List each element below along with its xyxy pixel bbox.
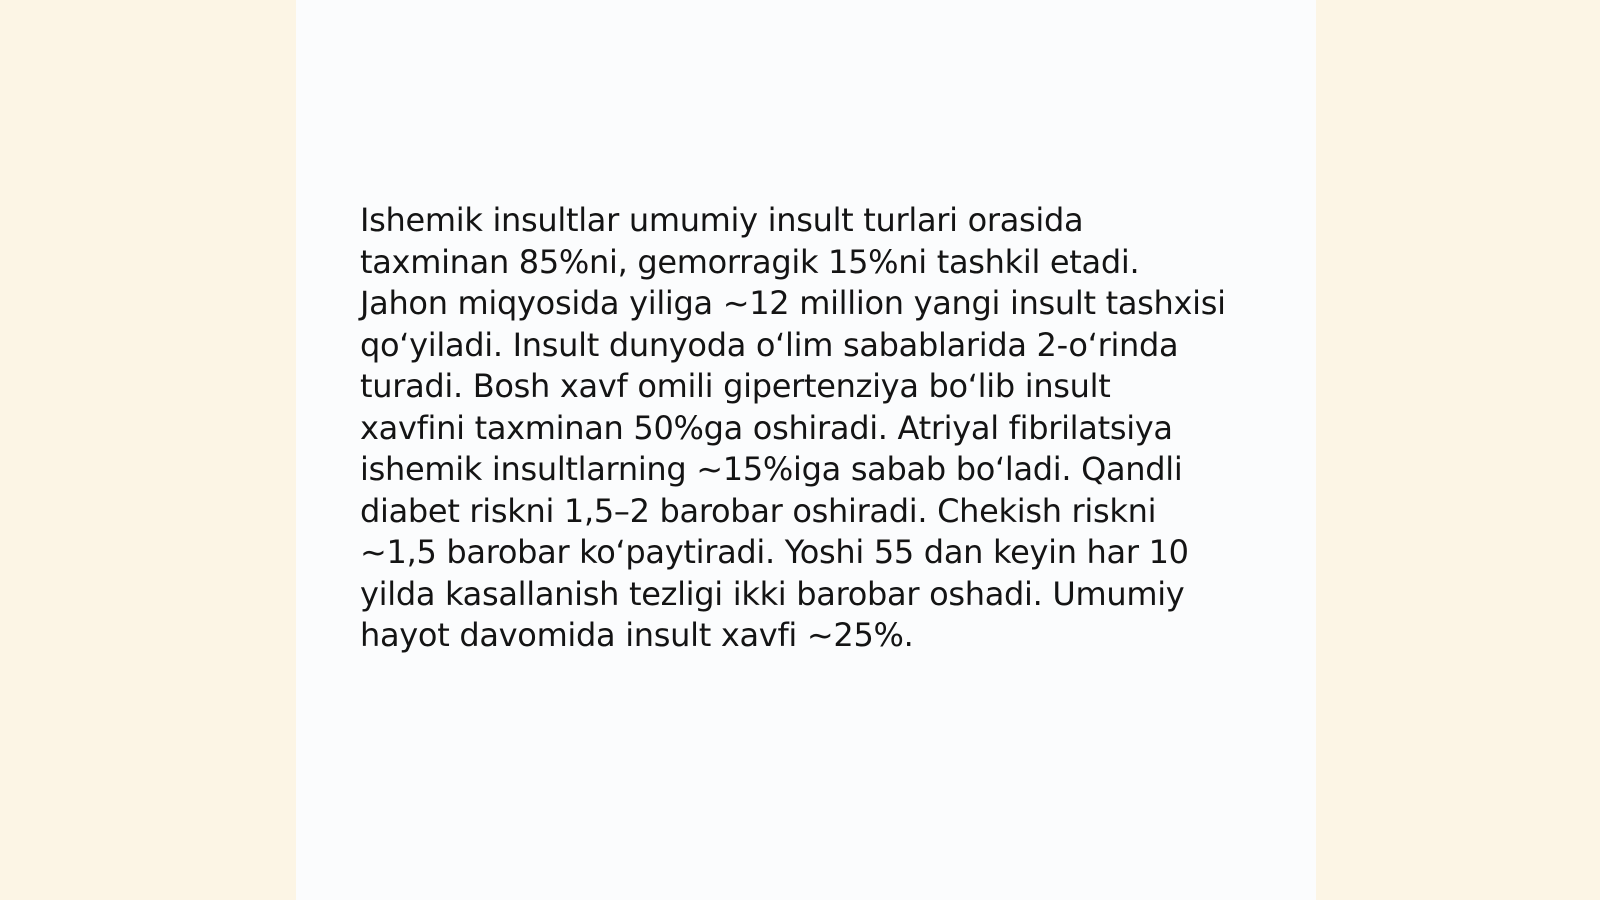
text-line: qo‘yiladi. Insult dunyoda o‘lim sabablarida 2-o‘rinda (360, 325, 1179, 364)
text-line: turadi. Bosh xavf omili gipertenziya bo‘lib insult (360, 367, 1111, 405)
text-line: ishemik insultlarning ~15%iga sabab bo‘ladi. Qandli (360, 450, 1183, 488)
text-line: ~1,5 barobar ko‘paytiradi. Yoshi 55 dan keyin har 10 (360, 533, 1189, 571)
text-line: hayot davomida insult xavfi ~25%. (360, 616, 914, 654)
text-line: Ishemik insultlar umumiy insult turlari orasida (360, 201, 1084, 239)
text-line: yilda kasallanish tezligi ikki barobar oshadi. Umumiy (360, 574, 1185, 613)
slide (296, 0, 1316, 900)
text-line: taxminan 85%ni, gemorragik 15%ni tashkil etadi. (360, 242, 1140, 281)
text-line: diabet riskni 1,5–2 barobar oshiradi. Chekish riskni (360, 491, 1157, 530)
text-line: Jahon miqyosida yiliga ~12 million yangi insult tashxisi (360, 284, 1226, 322)
slide-body-text (360, 200, 1250, 657)
text-line: xavfini taxminan 50%ga oshiradi. Atriyal fibrilatsiya (360, 408, 1173, 447)
left-margin-panel (0, 0, 296, 900)
right-margin-panel (1316, 0, 1600, 900)
